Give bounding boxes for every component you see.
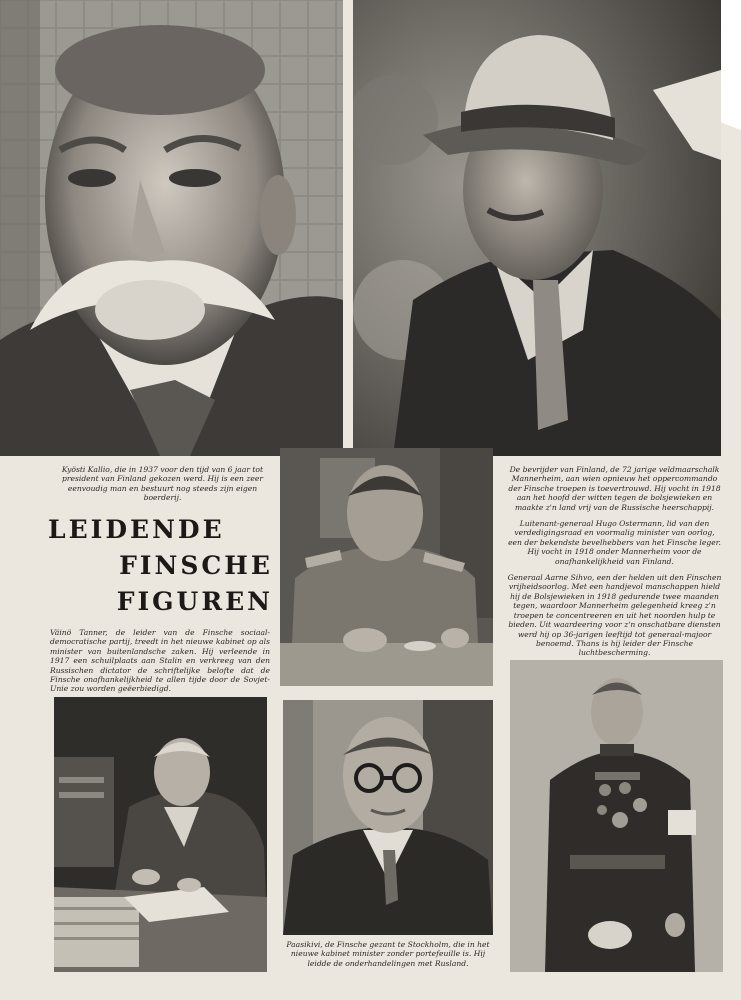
page-title xyxy=(48,512,273,620)
photo-mannerheim xyxy=(353,0,721,456)
photo-paasikivi xyxy=(283,700,493,935)
title-line-3: FIGUREN xyxy=(116,587,273,616)
photo-sihvo xyxy=(510,660,723,972)
caption-right-column xyxy=(507,465,722,665)
photo-kallio xyxy=(0,0,343,456)
photo-tanner xyxy=(54,697,267,972)
caption-paasikivi: Paasikivi, de Finsche gezant te Stockholm, die in het nieuwe kabinet minister zonder portefeuille is. Hij leidde de onderhandelingen met Rusland. xyxy=(286,940,490,968)
caption-tanner: Väinö Tanner, de leider van de Finsche sociaal-democratische partij, treedt in het nieuwe kabinet op als minister van buitenlandsche zaken. Hij verleende in 1917 een schuilplaats aan Stalin en verkreeg van den Russischen dictator de schriftelijke belofte dat de Finsche onafhankelijkheid te allen tijde door de Sovjet-Unie zou worden geëerbiedigd. xyxy=(50,628,270,694)
caption-sihvo: Generaal Aarne Sihvo, een der helden uit den Finschen vrijheidsoorlog. Met een handjevol manschappen hield hij de Bolsjewieken in 1918 gedurende twee maanden tegen, waardoor Mannerheim gelegenheid kreeg z'n troepen te concentreeren en uit het noorden hulp te bieden. Uit waardeering voor z'n onschatbare diensten werd hij op 36-jarigen leeftijd tot generaal-majoor benoemd. Thans is hij leider der Finsche luchtbescherming. xyxy=(507,573,722,658)
photo-ostermann xyxy=(280,448,493,686)
caption-kallio: Kyösti Kallio, die in 1937 voor den tijd van 6 jaar tot president van Finland gekozen werd. Hij is een zeer eenvoudig man en bestuurt nog steeds zijn eigen boerderij. xyxy=(61,465,264,503)
caption-mannerheim: De bevrijder van Finland, de 72 jarige veldmaarschalk Mannerheim, aan wien opnieuw het oppercommando der Finsche troepen is toevertrouwd. Hij vocht in 1918 aan het hoofd der witten tegen de bolsjewieken en maakte z'n land vrij van de Russische heerschappij. xyxy=(508,465,721,512)
caption-ostermann: Luitenant-generaal Hugo Ostermann, lid van den verdedigingsraad en voormalig minister van oorlog, een der bekendste bevelhebbers van het Finsche leger. Hij vocht in 1918 onder Mannerheim voor de onafhankelijkheid van Finland. xyxy=(508,519,721,566)
title-line-1: LEIDENDE xyxy=(48,515,225,544)
title-line-2: FINSCHE xyxy=(119,551,273,580)
